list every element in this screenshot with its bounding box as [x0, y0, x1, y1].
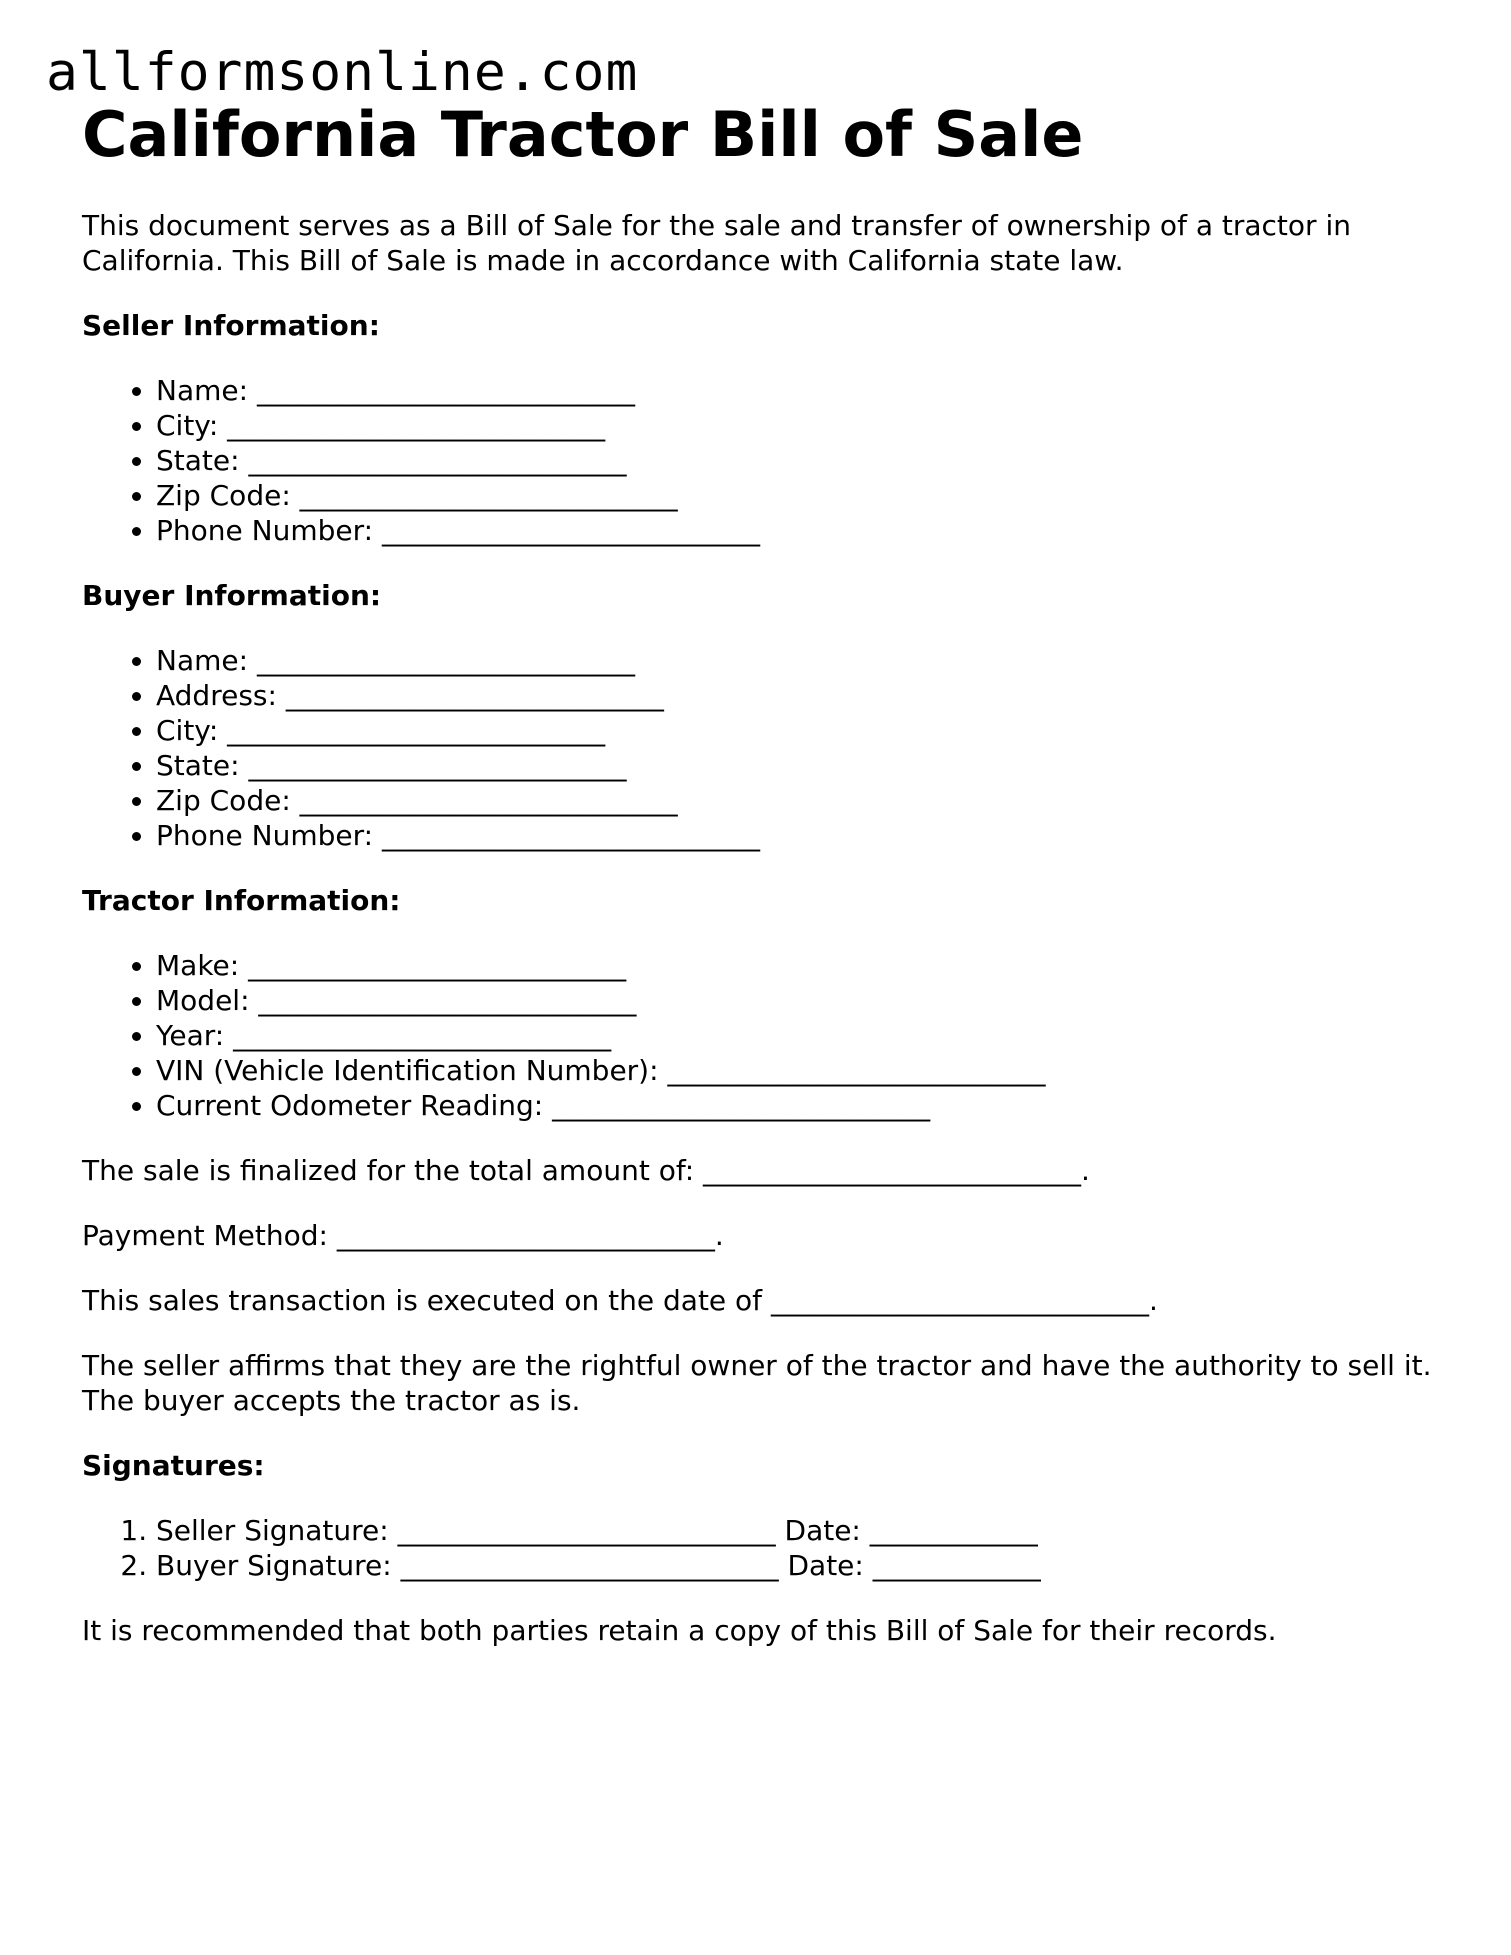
tractor-heading: Tractor Information:	[82, 884, 401, 917]
site-watermark: allformsonline.com	[46, 42, 639, 103]
seller-phone-field[interactable]: • Phone Number: ___________________________	[156, 513, 1442, 548]
buyer-zip-field[interactable]: • Zip Code: ___________________________	[156, 783, 1442, 818]
seller-city-field[interactable]: • City: ___________________________	[156, 408, 1442, 443]
affirmation-paragraph: The seller affirms that they are the rightful owner of the tractor and have the authority to sell it. The buyer accepts the tractor as is.	[82, 1349, 1432, 1417]
tractor-fields-list	[82, 948, 1442, 1123]
page-title: California Tractor Bill of Sale	[82, 98, 1084, 171]
buyer-fields-list	[82, 643, 1442, 853]
total-amount-line[interactable]: The sale is finalized for the total amount of: ___________________________.	[82, 1154, 1090, 1187]
tractor-year-field[interactable]: • Year: ___________________________	[156, 1018, 1442, 1053]
seller-name-field[interactable]: • Name: ___________________________	[156, 373, 1442, 408]
signatures-list	[82, 1513, 1442, 1583]
buyer-city-field[interactable]: • City: ___________________________	[156, 713, 1442, 748]
signatures-heading: Signatures:	[82, 1449, 265, 1482]
buyer-name-field[interactable]: • Name: ___________________________	[156, 643, 1442, 678]
footer-note: It is recommended that both parties retain a copy of this Bill of Sale for their records.	[82, 1614, 1277, 1647]
tractor-model-field[interactable]: • Model: ___________________________	[156, 983, 1442, 1018]
payment-method-line[interactable]: Payment Method: ___________________________.	[82, 1219, 724, 1252]
buyer-signature-line[interactable]: 2. Buyer Signature: ___________________________ Date: ____________	[156, 1548, 1442, 1583]
seller-heading: Seller Information:	[82, 309, 380, 342]
seller-zip-field[interactable]: • Zip Code: ___________________________	[156, 478, 1442, 513]
tractor-make-field[interactable]: • Make: ___________________________	[156, 948, 1442, 983]
buyer-state-field[interactable]: • State: ___________________________	[156, 748, 1442, 783]
seller-state-field[interactable]: • State: ___________________________	[156, 443, 1442, 478]
buyer-heading: Buyer Information:	[82, 579, 382, 612]
buyer-address-field[interactable]: • Address: ___________________________	[156, 678, 1442, 713]
seller-fields-list	[82, 373, 1442, 548]
tractor-vin-field[interactable]: • VIN (Vehicle Identification Number): ___________________________	[156, 1053, 1442, 1088]
seller-signature-line[interactable]: 1. Seller Signature: ___________________________ Date: ____________	[156, 1513, 1442, 1548]
tractor-odometer-field[interactable]: • Current Odometer Reading: ___________________________	[156, 1088, 1442, 1123]
intro-paragraph: This document serves as a Bill of Sale for the sale and transfer of ownership of a tractor in California. This Bill of Sale is made in accordance with California state law.	[82, 209, 1351, 277]
date-executed-line[interactable]: This sales transaction is executed on the date of ___________________________.	[82, 1284, 1158, 1317]
buyer-phone-field[interactable]: • Phone Number: ___________________________	[156, 818, 1442, 853]
document-page	[82, 98, 1442, 1678]
